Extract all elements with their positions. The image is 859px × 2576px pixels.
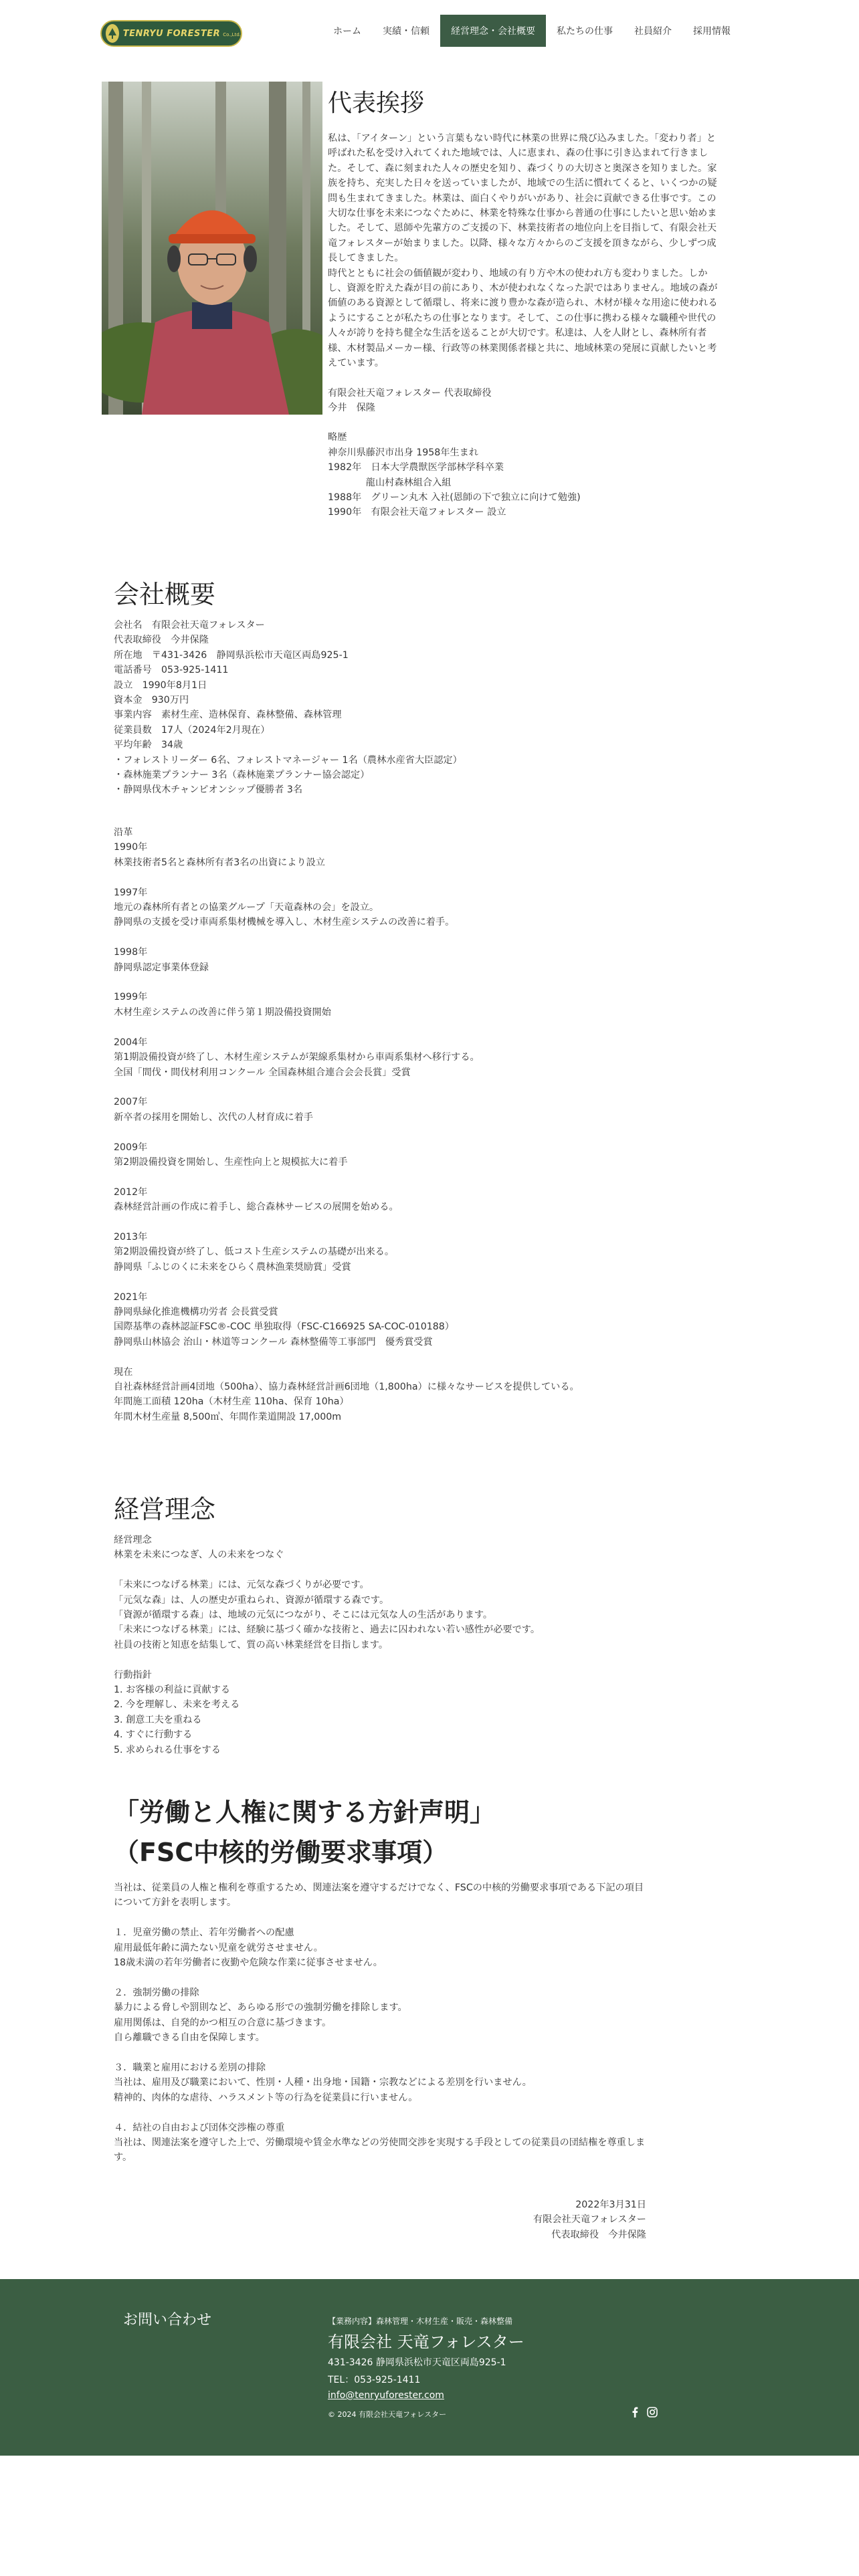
main-nav (322, 15, 741, 47)
company-logo[interactable] (100, 20, 242, 47)
overview-body: 会社名 有限会社天竜フォレスター 代表取締役 今井保隆 所在地 〒431-3426 静岡県浜松市天竜区両島925-1 電話番号 053-925-1411 設立 1990年8月1日 資本金 930万円 事業内容 素材生産、造林保育、森林整備、森林管理 従業員数 17人（2024年2月現在） 平均年齢 34歳 ・フォレストリーダー 6名、フォレストマネージャー 1名（農林水産省大臣認定） ・森林施業プランナー 3名（森林施業プランナー協会認定） ・静岡県伐木チャンピオンシップ優勝者 3名 (114, 620, 462, 796)
footer-contact-link[interactable]: お問い合わせ (123, 2312, 212, 2329)
logo-sub: Co.,Ltd. (223, 32, 241, 37)
nav-achievements[interactable]: 実績・信頼 (383, 26, 430, 37)
overview-title: 会社概要 (114, 580, 216, 609)
history-body: 沿革 1990年 林業技術者5名と森林所有者3名の出資により設立 1997年 地元の森林所有者との協業グループ「天竜森林の会」を設立。 静岡県の支援を受け車両系集材機械を導入し、木材生産システムの改善に着手。 1998年 静岡県認定事業体登録 1999年 木材生産システムの改善に伴う第１期設備投資開始 2004年 第1期設備投資が終了し、木材生産システムが架線系集材から車両系集材へ移行する。 全国「間伐・間伐材利用コンクール 全国森林組合連合会会長賞」受賞 2007年 新卒者の採用を開始し、次代の人材育成に着手 2009年 第2期設備投資を開始し、生産性向上と規模拡大に着手 2012年 森林経営計画の作成に着手し、総合森林サービスの展開を始める。 2013年 第2期設備投資が終了し、低コスト生産システムの基礎が出来る。 静岡県「ふじのくに未来をひらく農林漁業奨励賞」受賞 2021年 静岡県緑化推進機構功労者 会長賞受賞 国際基準の森林認証FSC®-COC 単独取得（FSC-C166925 SA-COC-010188） 静岡県山林協会 治山・林道等コンクール 森林整備等工事部門 優秀賞受賞 現在 自社森林経営計画4団地（500ha）、協力森林経営計画6団地（1,800ha）に様々なサービスを提供している。 年間施工面積 120ha（木材生産 110ha、保育 10ha） 年間木材生産量 8,500㎥、年間作業道開設 17,000m (114, 827, 579, 1422)
policy-title: 「労働と人権に関する方針声明」 （FSC中核的労働要求事項） (114, 1798, 496, 1867)
bio-text: 神奈川県藤沢市出身 1958年生まれ 1982年 日本大学農獣医学部林学科卒業 龍山村森林組合入組 1988年 グリーン丸木 入社(恩師の下で独立に向けて勉強) 1990年 有限会社天竜フォレスター 設立 (328, 447, 581, 518)
nav-philosophy-overview[interactable]: 経営理念・会社概要 (440, 15, 546, 47)
site-footer (0, 2279, 859, 2456)
policy-body: 当社は、従業員の人権と権利を尊重するため、関連法案を遵守するだけでなく、FSCの中核的労働要求事項である下記の項目について方針を表明します。 １．児童労働の禁止、若年労働者への配慮 雇用最低年齢に満たない児童を就労させません。 18歳未満の若年労働者に夜勤や危険な作業に従事させません。 ２．強制労働の排除 暴力による脅しや罰則など、あらゆる形での強制労働を排除します。 雇用関係は、自発的かつ相互の合意に基づきます。 自ら離職できる自由を保障します。 ３．職業と雇用における差別の排除 当社は、雇用及び職業において、性別・人種・出身地・国籍・宗教などによる差別を行いません。 精神的、肉体的な虐待、ハラスメント等の行為を従業員に行いません。 ４．結社の自由および団体交渉権の尊重 当社は、関連法案を遵守した上で、労働環境や賃金水準などの労使間交渉を実現する手段としての従業員の団結権を尊重します。 (114, 1883, 646, 2163)
site-header (0, 0, 859, 62)
footer-address: 431-3426 静岡県浜松市天竜区両島925-1 (328, 2357, 506, 2368)
philosophy-title: 経営理念 (114, 1495, 216, 1524)
footer-tel: TEL：053-925-1411 (328, 2375, 421, 2385)
greeting-paragraph: 私は、「アイターン」という言葉もない時代に林業の世界に飛び込みました。「変わり者」と呼ばれた私を受け入れてくれた地域では、人に恵まれ、森の仕事に引き込まれて行きました。そして、森に刻まれた人々の歴史を知り、森づくりの大切さと奥深さを知りました。家族を持ち、充実した日々を送っていましたが、地域での生活に慣れてくると、いくつかの疑問も生まれてきました。林業は、面白くやりがいがあり、社会に貢献できる仕事です。この大切な仕事を未来につなぐために、林業を特殊な仕事から普通の仕事にしたいと思い始めました。そして、恩師や先輩方のご支援の下、林業技術者の地位向上を目指して、有限会社天竜フォレスターが始まりました。以降、様々な方々からのご支援を頂きながら、少しずつ成長してきました。 (328, 133, 717, 264)
facebook-icon[interactable] (629, 2406, 641, 2418)
bio-title: 略歴 (328, 432, 347, 443)
nav-home[interactable]: ホーム (333, 26, 361, 37)
nav-our-work[interactable]: 私たちの仕事 (557, 26, 613, 37)
greeting-signature: 有限会社天竜フォレスター 代表取締役 今井 保隆 (328, 387, 492, 413)
footer-business: 【業務内容】森林管理・木材生産・販売・森林整備 (328, 2317, 513, 2326)
philosophy-body: 経営理念 林業を未来につなぎ、人の未来をつなぐ 「未来につなげる林業」には、元気な森づくりが必要です。 「元気な森」は、人の歴史が重ねられ、資源が循環する森です。 「資源が循環する森」は、地域の元気につながり、そこには元気な人の生活があります。 「未来につなげる林業」には、経験に基づく確かな技術と、過去に囚われない若い感性が必要です。 社員の技術と知恵を結集して、質の高い林業経営を目指します。 行動指針 1. お客様の利益に貢献する 2. 今を理解し、未来を考える 3. 創意工夫を重ねる 4. すぐに行動する 5. 求められる仕事をする (114, 1535, 541, 1755)
greeting-title: 代表挨拶 (328, 90, 425, 117)
greeting-body (328, 131, 724, 520)
footer-email-link[interactable]: info@tenryuforester.com (328, 2390, 444, 2401)
footer-copyright: © 2024 有限会社天竜フォレスター (328, 2410, 447, 2419)
tree-logo-icon (106, 24, 119, 43)
policy-signature: 2022年3月31日 有限会社天竜フォレスター 代表取締役 今井保隆 (533, 2199, 646, 2240)
social-links (629, 2406, 658, 2418)
greeting-paragraph: 時代とともに社会の価値観が変わり、地域の有り方や木の使われ方も変わりました。しかし、資源を貯えた森が目の前にあり、木が使われなくなった訳ではありません。地域の森が価値のある資源として循環し、将来に渡り豊かな森が造られ、木材が様々な用途に使われるようにすることが私たちの仕事となります。そして、この仕事に携わる様々な職種や世代の人々が誇りを持ち健全な生活を送ることが大切です。私達は、人を人財とし、森林所有者様、木材製品メーカー様、行政等の林業関係者様と共に、地域林業の発展に貢献したいと考えています。 (328, 267, 718, 369)
footer-company-name: 有限会社 天竜フォレスター (328, 2333, 524, 2351)
nav-recruit[interactable]: 採用情報 (693, 26, 731, 37)
ceo-portrait (102, 82, 322, 415)
nav-staff[interactable]: 社員紹介 (634, 26, 672, 37)
instagram-icon[interactable] (646, 2406, 658, 2418)
logo-text: TENRYU FORESTER (122, 28, 221, 39)
